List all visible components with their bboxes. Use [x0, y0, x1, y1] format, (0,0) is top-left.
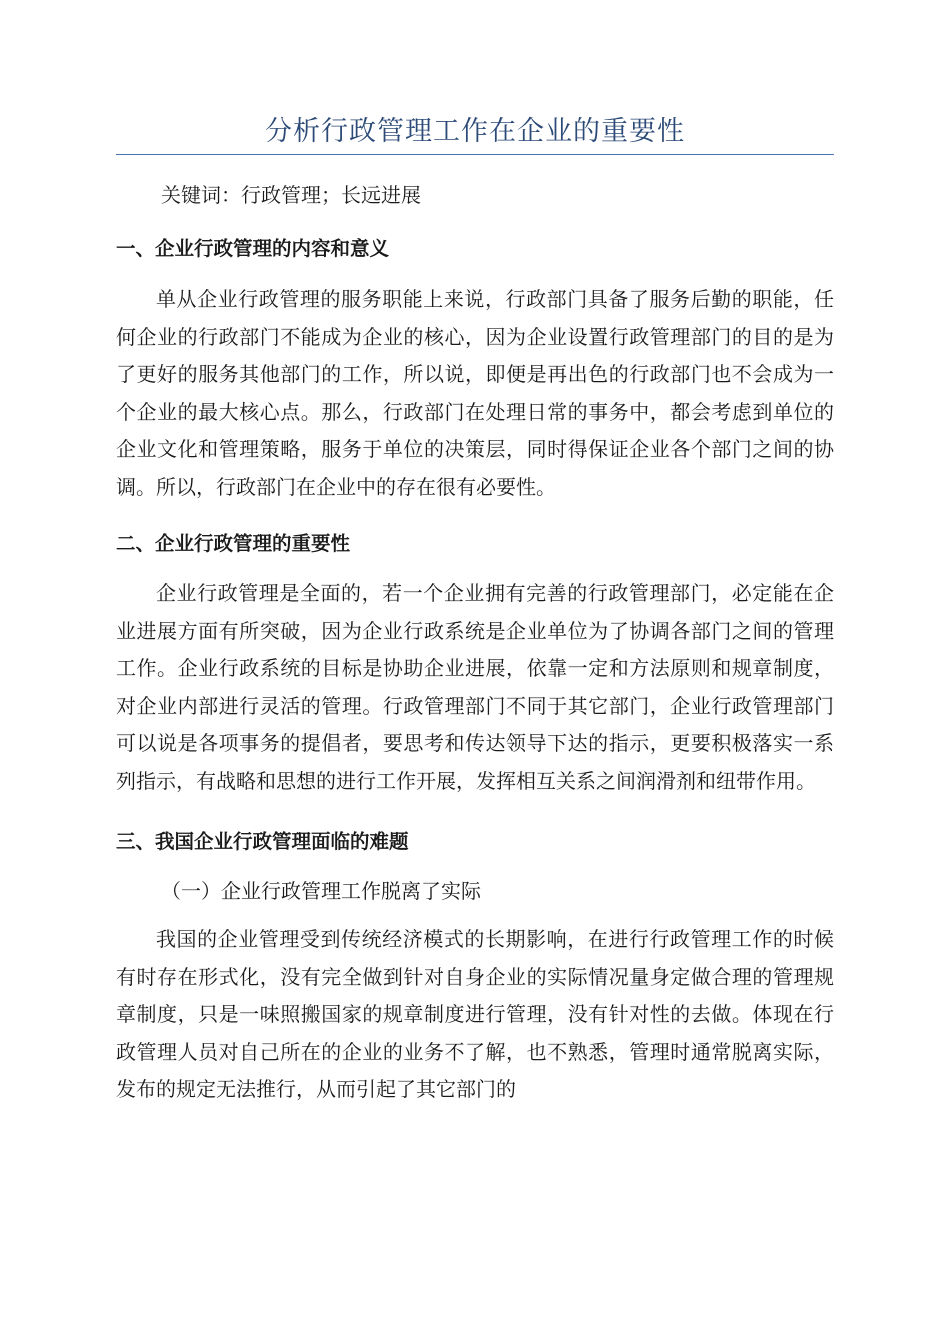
section-1-heading: 一、企业行政管理的内容和意义 [116, 237, 390, 260]
section-2-paragraph: 企业行政管理是全面的，若一个企业拥有完善的行政管理部门，必定能在企业进展方面有所突破，因为企业行政系统是企业单位为了协调各部门之间的管理工作。企业行政系统的目标是协助企业进展，依靠一定和方法原则和规章制度，对企业内部进行灵活的管理。行政管理部门不同于其它部门，企业行政管理部门可以说是各项事务的提倡者，要思考和传达领导下达的指示，更要积极落实一系列指示，有战略和思想的进行工作开展，发挥相互关系之间润滑剂和纽带作用。 [116, 581, 834, 793]
section-3-heading: 三、我国企业行政管理面临的难题 [116, 830, 409, 853]
document-page [116, 0, 834, 1109]
section-3-subheading: （一）企业行政管理工作脱离了实际 [161, 879, 481, 903]
section-3-paragraph: 我国的企业管理受到传统经济模式的长期影响，在进行行政管理工作的时候有时存在形式化，没有完全做到针对自身企业的实际情况量身定做合理的管理规章制度，只是一味照搬国家的规章制度进行管理，没有针对性的去做。体现在行政管理人员对自己所在的企业的业务不了解，也不熟悉，管理时通常脱离实际，发布的规定无法推行，从而引起了其它部门的 [116, 927, 834, 1101]
document-title: 分析行政管理工作在企业的重要性 [116, 112, 834, 155]
section-2-heading: 二、企业行政管理的重要性 [116, 532, 351, 555]
section-1-paragraph: 单从企业行政管理的服务职能上来说，行政部门具备了服务后勤的职能，任何企业的行政部门不能成为企业的核心，因为企业设置行政管理部门的目的是为了更好的服务其他部门的工作，所以说，即便是再出色的行政部门也不会成为一个企业的最大核心点。那么，行政部门在处理日常的事务中，都会考虑到单位的企业文化和管理策略，服务于单位的决策层，同时得保证企业各个部门之间的协调。所以，行政部门在企业中的存在很有必要性。 [116, 287, 834, 499]
keywords-line: 关键词：行政管理；长远进展 [161, 183, 421, 207]
